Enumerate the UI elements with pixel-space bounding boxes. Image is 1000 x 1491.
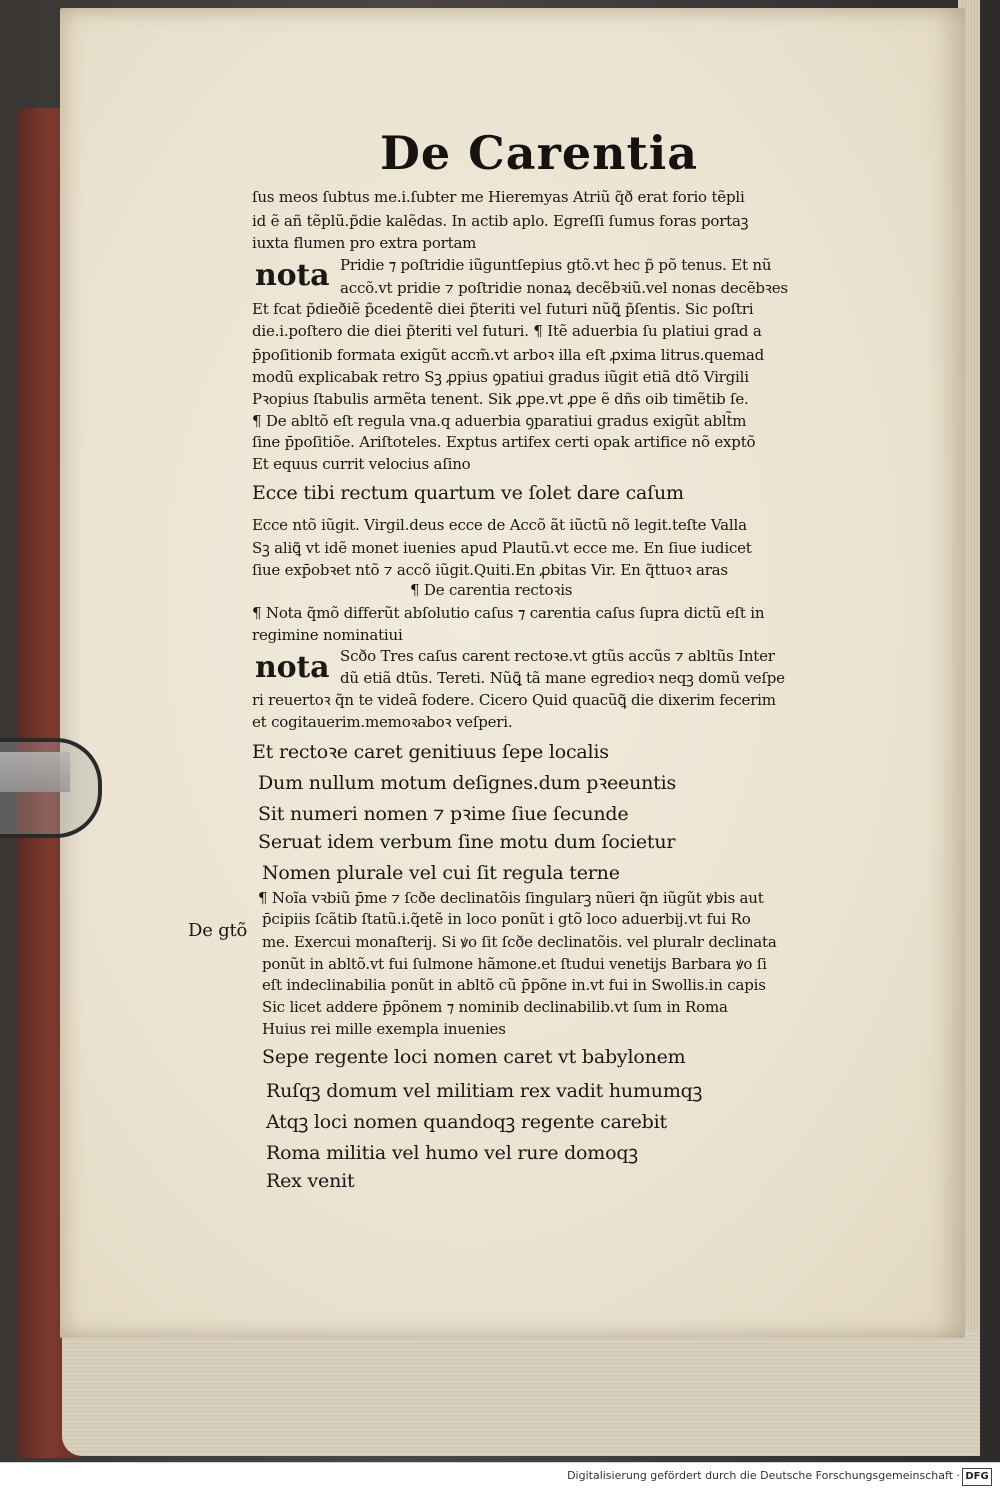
text-line: Sic licet addere p̄põnem ⁊ nominib declinabilib.vt ſum in Roma	[262, 998, 728, 1016]
text-line: p̄cipiis ſcãtib ſtatũ.i.q̃etẽ in loco ponũt i gtõ loco aduerbij.vt fui Ro	[262, 910, 751, 928]
text-line: ponũt in abltõ.vt fui ſulmone hãmone.et ſtudui venetijs Barbara ꝟo ſi	[262, 955, 767, 973]
text-line: me. Exercui monaſterij. Si ꝟo ſit ſcðe declinatõis. vel pluralr declinata	[262, 933, 777, 951]
text-line: ¶ Nota q̃mõ differũt abſolutio caſus ⁊ carentia caſus ſupra dictũ eſt in	[252, 604, 765, 622]
text-line: dũ etiã dtũs. Tereti. Nũꝗ̃ tã mane egredioꝛ neqꝫ domũ veſpe	[340, 669, 785, 687]
verse-line: Et rectoꝛe caret genitiuus ſepe localis	[252, 741, 609, 763]
text-line: Et equus currit velocius aſino	[252, 455, 471, 473]
nota-marker: nota	[255, 258, 330, 293]
text-line: Pridie ⁊ poſtridie iũguntſepius gtõ.vt hec p̃ põ tenus. Et nũ	[340, 256, 772, 274]
page-title: De Carentia	[380, 126, 699, 180]
text-line: modũ explicabak retro Sꝫ ꝓpius ꝯpatiui gradus iũgit etiã dtõ Virgili	[252, 368, 749, 386]
text-line: Sꝫ aliꝗ̃ vt idẽ monet iuenies apud Plautũ.vt ecce me. En ſiue iudicet	[252, 539, 752, 557]
footer-credit: Digitalisierung gefördert durch die Deutsche Forschungsgemeinschaft ·	[567, 1469, 960, 1482]
text-line: et cogitauerim.memoꝛaboꝛ veſperi.	[252, 713, 513, 731]
footer-bar	[0, 1462, 1000, 1491]
text-line: die.i.poſtero die diei p̃teriti vel futuri. ¶ Itẽ aduerbia ſu platiui grad a	[252, 322, 762, 340]
verse-line: Sepe regente loci nomen caret vt babylonem	[262, 1046, 686, 1068]
text-line: accõ.vt pridie ⁊ poſtridie nonaꝝ decẽbꝛiũ.vel nonas decẽbꝛes	[340, 279, 788, 297]
page-edges-bottom	[62, 1330, 980, 1456]
text-line: ri reuertoꝛ q̃n te videã fodere. Cicero Quid quacũꝗ̃ die dixerim fecerim	[252, 691, 776, 709]
verse-line: Nomen plurale vel cui ſit regula terne	[262, 862, 620, 884]
verse-line: Atqꝫ loci nomen quandoqꝫ regente carebit	[266, 1111, 667, 1133]
text-line: ſine p̄poſitiõe. Ariſtoteles. Exptus artifex certi opak artifice nõ exptõ	[252, 433, 756, 451]
text-line: ¶ Noĩa vꝛbiũ p̄me ⁊ ſcðe declinatõis ſingularꝫ nũeri q̃n iũgũt ꝟbis aut	[258, 889, 764, 907]
text-line: Ecce ntõ iũgit. Virgil.deus ecce de Accõ ãt iũctũ nõ legit.teſte Valla	[252, 516, 747, 534]
margin-note: De gtõ	[188, 920, 248, 941]
verse-line: Rex venit	[266, 1170, 355, 1192]
verse-line: Seruat idem verbum ſine motu dum ſocietur	[258, 831, 676, 853]
text-line: iuxta flumen pro extra portam	[252, 234, 477, 252]
text-line: Huius rei mille exempla inuenies	[262, 1020, 506, 1038]
text-line: id ẽ añ tẽplũ.p̃die kalẽdas. In actib aplo. Egreſſi ſumus foras portaꝫ	[252, 212, 749, 230]
verse-line: Roma militia vel humo vel rure domoqꝫ	[266, 1142, 638, 1164]
section-subheading: ¶ De carentia rectoꝛis	[410, 581, 573, 599]
text-line: Pꝛopius ſtabulis armẽta tenent. Sik ꝓpe.vt ꝓpe ẽ dñs oib timẽtib ſe.	[252, 390, 749, 408]
bookmark-strap	[0, 738, 102, 838]
text-line: ¶ De abltõ eſt regula vna.q aduerbia ꝯparatiui gradus exigũt ablt̃m	[252, 412, 747, 430]
text-line: Et fcat p̃dieðiẽ p̃cedentẽ diei p̃teriti vel futuri nũꝗ̃ p̃ſentis. Sic poſtri	[252, 300, 754, 318]
verse-line: Ruſqꝫ domum vel militiam rex vadit humumqꝫ	[266, 1080, 703, 1102]
text-line: p̄poſitionib formata exigũt accm̃.vt arboꝛ illa eſt ꝓxima litrus.quemad	[252, 346, 765, 364]
verse-line: Sit numeri nomen ⁊ pꝛime ſiue ſecunde	[258, 803, 629, 825]
text-line: ſus meos ſubtus me.i.ſubter me Hieremyas Atriũ q̃ð erat forio tẽpli	[252, 188, 745, 206]
verse-line: Ecce tibi rectum quartum ve ſolet dare caſum	[252, 482, 684, 504]
dfg-logo: DFG	[962, 1468, 992, 1486]
text-line: Scðo Tres caſus carent rectoꝛe.vt gtũs accũs ⁊ abltũs Inter	[340, 647, 775, 665]
text-line: ſiue exp̄obꝛet ntõ ⁊ accõ iũgit.Quiti.En ꝓbitas Vir. En q̃ttuoꝛ aras	[252, 561, 728, 579]
text-line: regimine nominatiui	[252, 626, 403, 644]
verse-line: Dum nullum motum deſignes.dum pꝛeeuntis	[258, 772, 677, 794]
nota-marker: nota	[255, 650, 330, 685]
text-line: eſt indeclinabilia ponũt in abltõ cũ p̄põne in.vt fui in Swollis.in capis	[262, 976, 766, 994]
